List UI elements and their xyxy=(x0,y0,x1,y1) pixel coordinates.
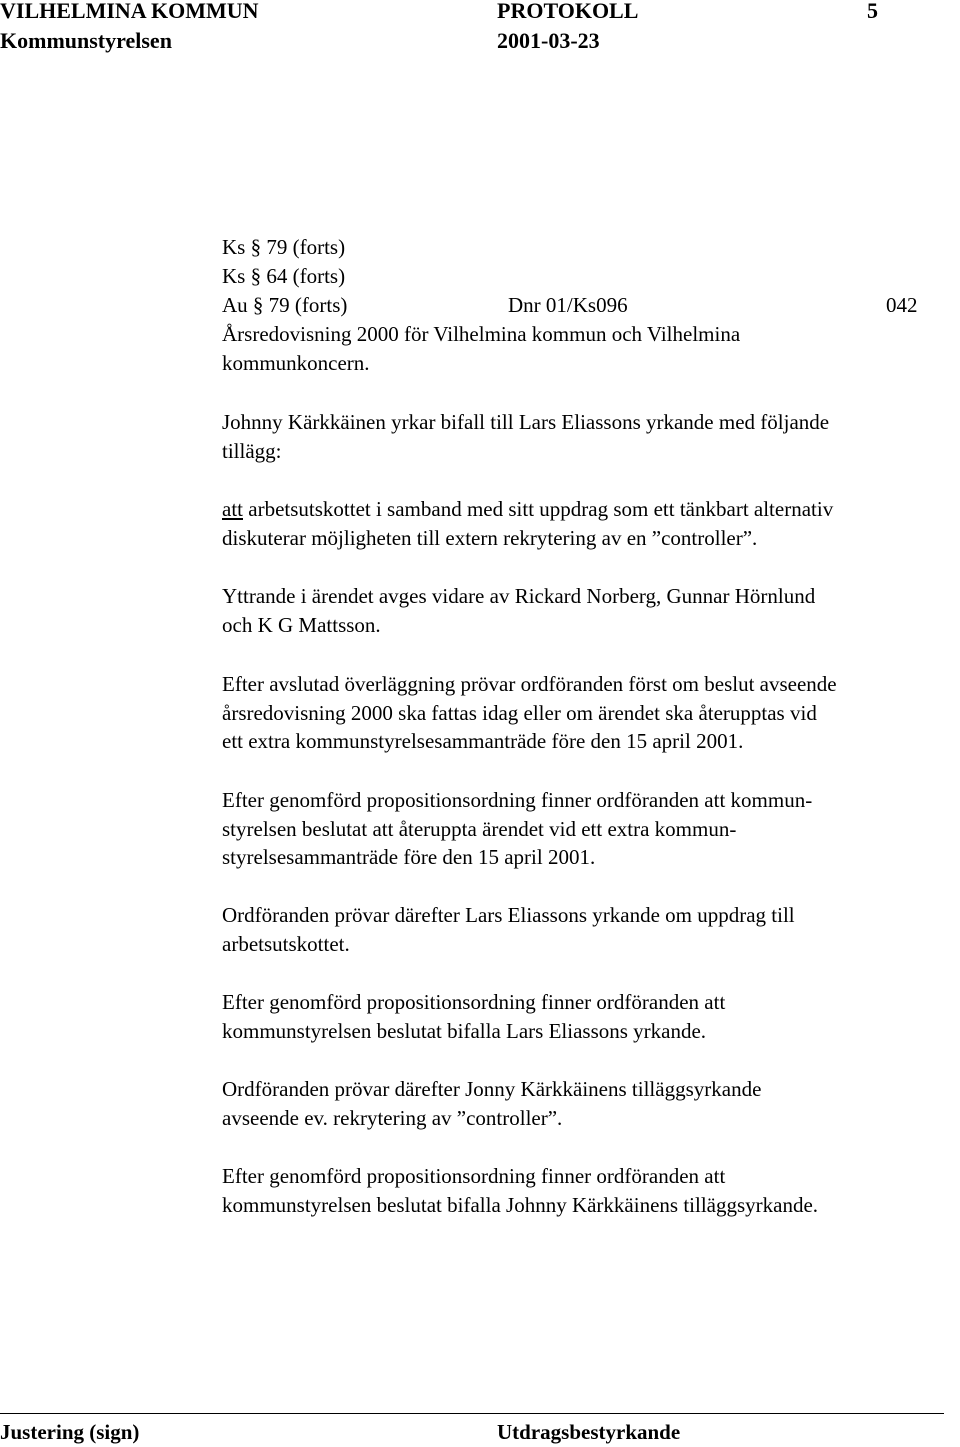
header-municipality: VILHELMINA KOMMUN xyxy=(0,0,259,23)
paragraph-line: arbetsutskottet. xyxy=(222,931,350,956)
paragraph-johnny-yrkar xyxy=(222,408,829,465)
paragraph-yttrande xyxy=(222,582,815,639)
att-keyword: att xyxy=(222,497,243,521)
paragraph-line: avseende ev. rekrytering av ”controller”. xyxy=(222,1105,563,1130)
footer-utdragsbestyrkande: Utdragsbestyrkande xyxy=(497,1420,681,1444)
footer-justering: Justering (sign) xyxy=(0,1420,140,1444)
header-date: 2001-03-23 xyxy=(497,28,600,53)
header-page-number: 5 xyxy=(867,0,878,23)
paragraph-line: Efter genomförd propositionsordning finner ordföranden att xyxy=(222,990,726,1014)
paragraph-line: tillägg: xyxy=(222,438,282,463)
paragraph-proposition-2 xyxy=(222,988,725,1045)
paragraph-overlaggning xyxy=(222,670,837,756)
paragraph-line: kommunstyrelsen beslutat bifalla Lars Eliassons yrkande. xyxy=(222,1018,707,1043)
paragraph-line: och K G Mattsson. xyxy=(222,612,381,637)
paragraph-line: diskuterar möjligheten till extern rekrytering av en ”controller”. xyxy=(222,525,758,550)
paragraph-provar-jonny xyxy=(222,1075,761,1132)
paragraph-line: Ordföranden prövar därefter Jonny Kärkkäinens tilläggsyrkande xyxy=(222,1077,762,1101)
paragraph-att-clause xyxy=(222,495,833,552)
footer-rule xyxy=(0,1413,944,1414)
paragraph-line: kommunstyrelsen beslutat bifalla Johnny Kärkkäinens tilläggsyrkande. xyxy=(222,1192,819,1217)
paragraph-line: Yttrande i ärendet avges vidare av Rickard Norberg, Gunnar Hörnlund xyxy=(222,584,816,608)
paragraph-line: styrelsen beslutat att återuppta ärendet vid ett extra kommun- xyxy=(222,816,737,841)
paragraph-line: Ordföranden prövar därefter Lars Eliassons yrkande om uppdrag till xyxy=(222,903,795,927)
case-ref-ks79: Ks § 79 (forts) xyxy=(222,235,346,259)
paragraph-line: årsredovisning 2000 ska fattas idag eller om ärendet ska återupptas vid xyxy=(222,700,817,725)
paragraph-line: arbetsutskottet i samband med sitt uppdrag som ett tänkbart alternativ xyxy=(243,497,834,521)
paragraph-line: Johnny Kärkkäinen yrkar bifall till Lars Eliassons yrkande med följande xyxy=(222,410,830,434)
paragraph-proposition-3 xyxy=(222,1162,818,1219)
header-document-type: PROTOKOLL xyxy=(497,0,639,23)
header-body: Kommunstyrelsen xyxy=(0,28,172,53)
paragraph-line: Efter genomförd propositionsordning finner ordföranden att kommun- xyxy=(222,788,813,812)
case-ref-ks64: Ks § 64 (forts) xyxy=(222,264,346,288)
case-dnr: Dnr 01/Ks096 xyxy=(508,293,628,317)
paragraph-line: Efter genomförd propositionsordning finner ordföranden att xyxy=(222,1164,726,1188)
case-code: 042 xyxy=(886,293,918,317)
paragraph-provar-lars xyxy=(222,901,795,958)
paragraph-proposition-1 xyxy=(222,786,812,872)
case-title-line1: Årsredovisning 2000 för Vilhelmina kommun och Vilhelmina xyxy=(222,322,741,346)
paragraph-line: ett extra kommunstyrelsesammanträde före den 15 april 2001. xyxy=(222,729,744,753)
case-ref-au79: Au § 79 (forts) xyxy=(222,293,348,317)
paragraph-line: Efter avslutad överläggning prövar ordföranden först om beslut avseende xyxy=(222,672,837,696)
paragraph-line: styrelsesammanträde före den 15 april 2001. xyxy=(222,845,596,869)
case-title-line2: kommunkoncern. xyxy=(222,351,370,375)
